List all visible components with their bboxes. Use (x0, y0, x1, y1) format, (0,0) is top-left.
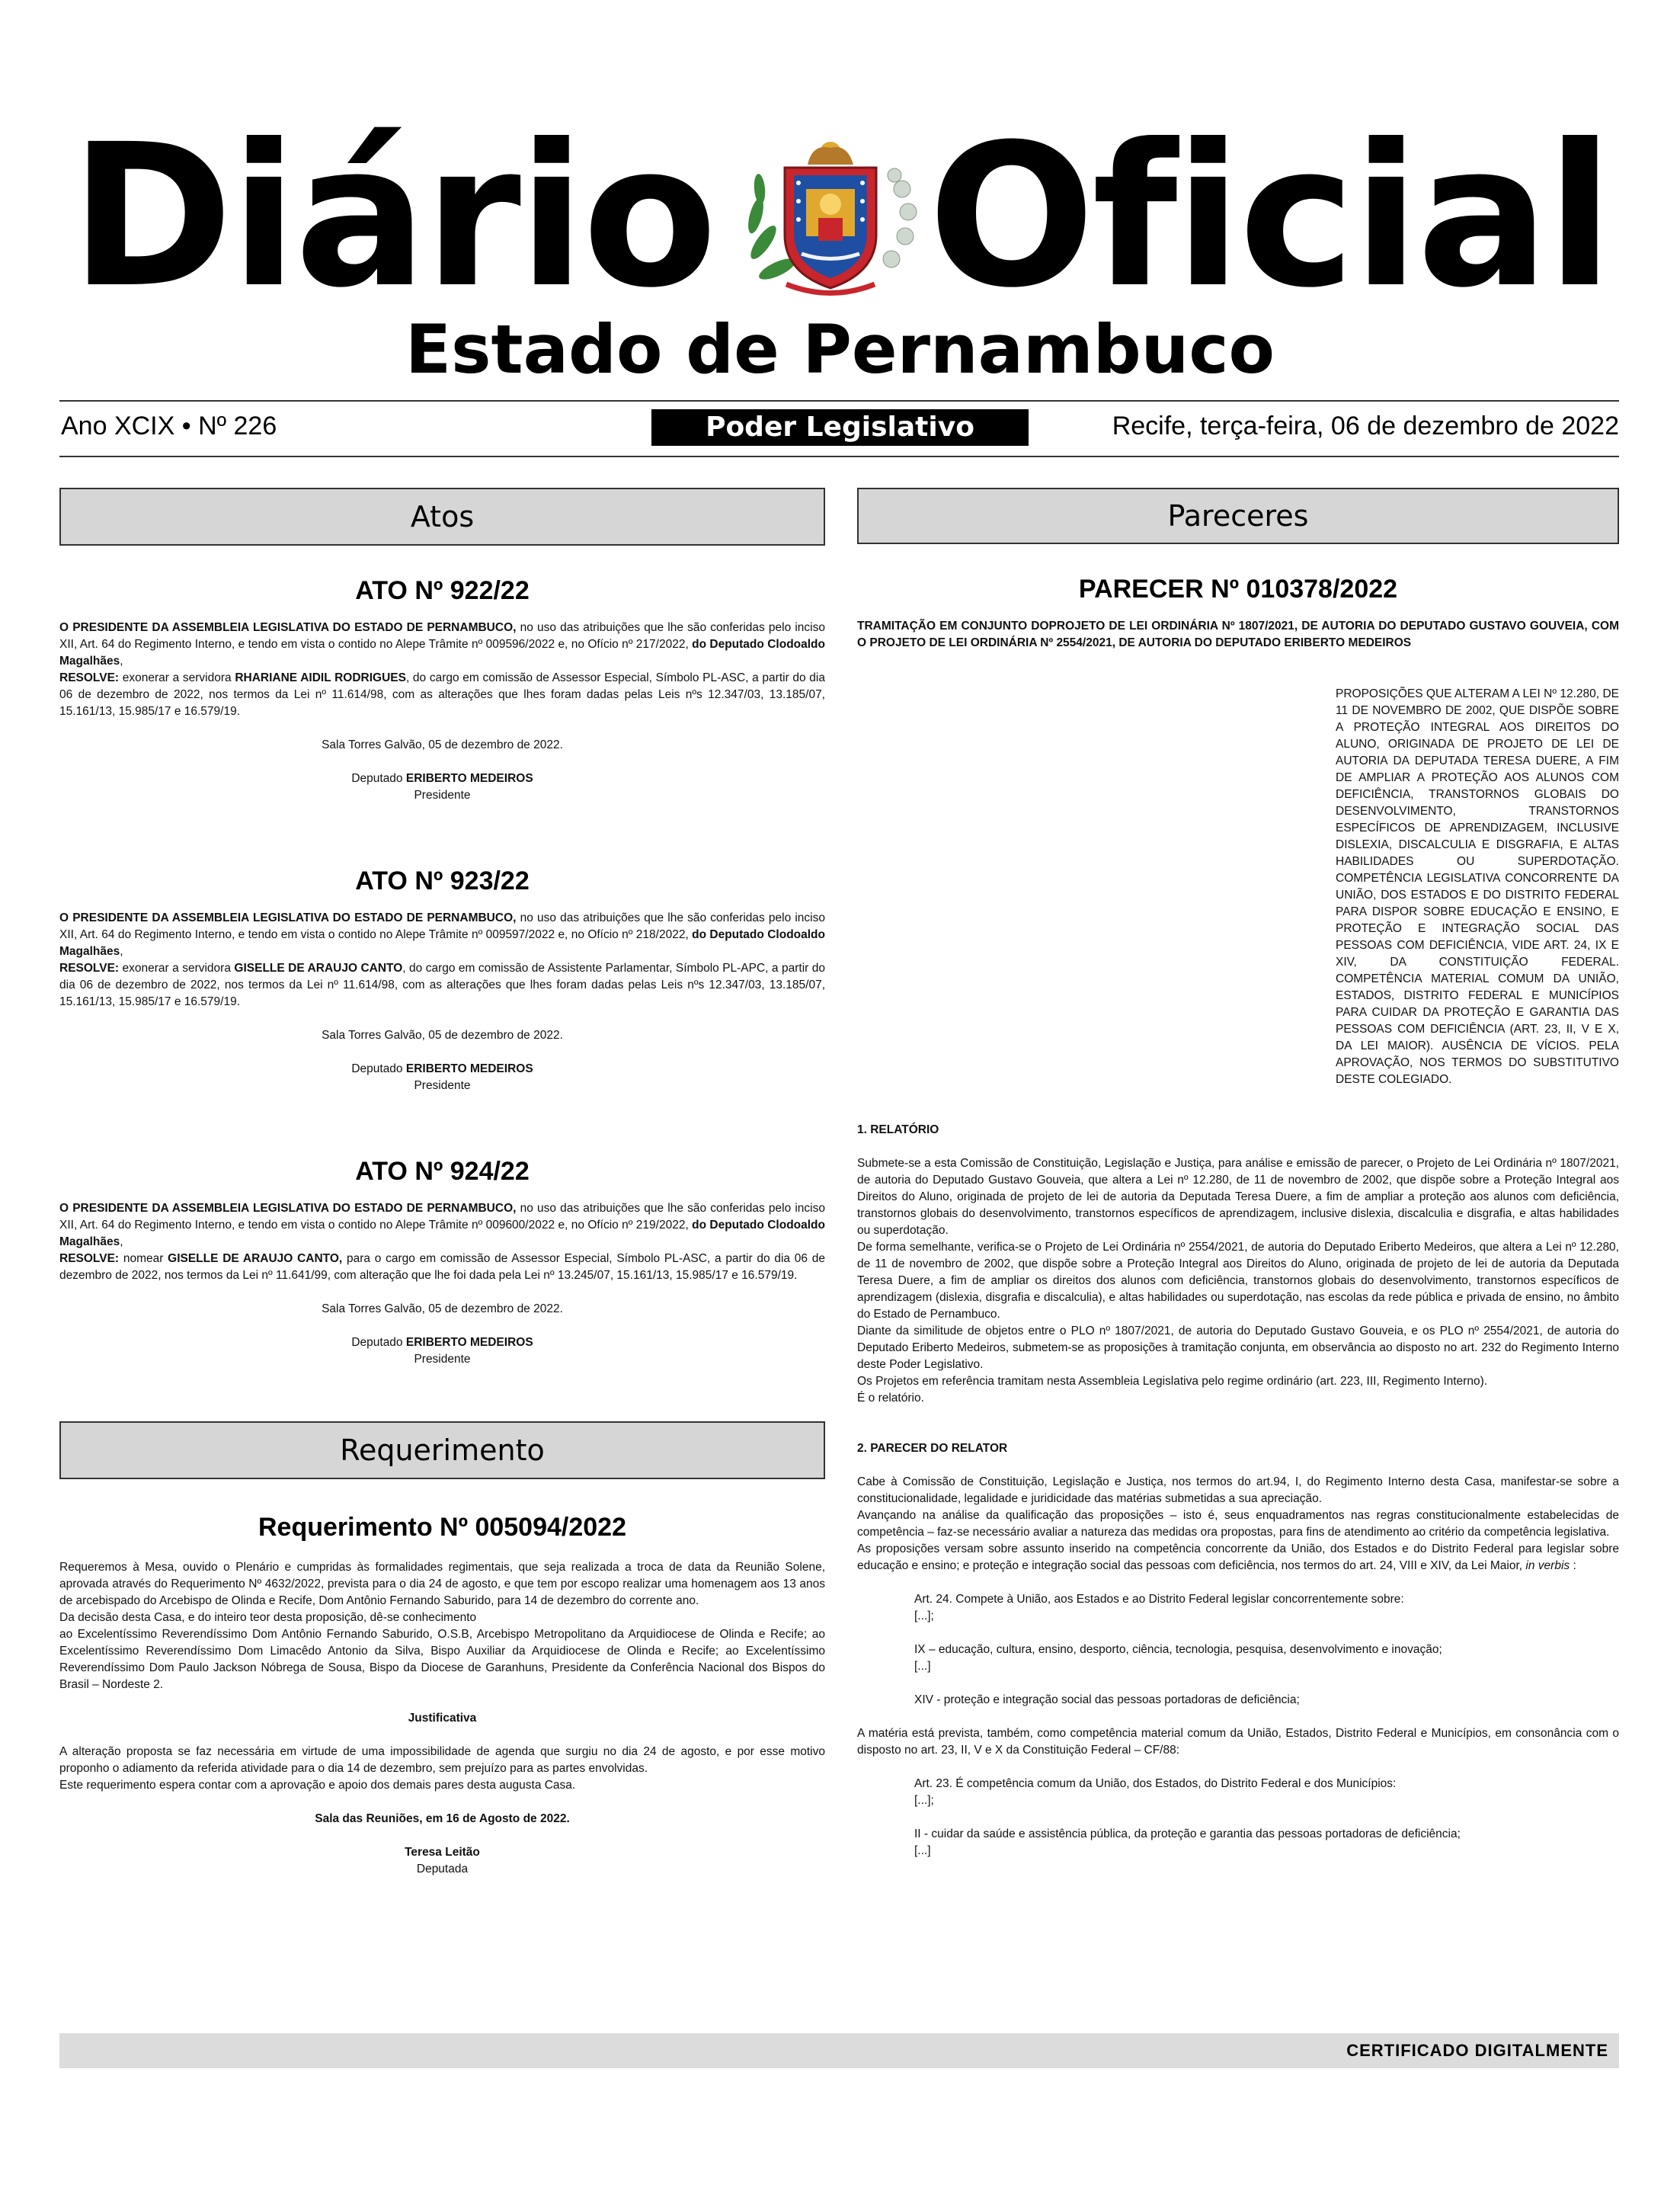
masthead-subtitle: Estado de Pernambuco (405, 310, 1275, 389)
citation-ellipsis: [...]; (914, 1610, 934, 1622)
requerimento-paragraph: ao Excelentíssimo Reverendíssimo Dom Antônio Fernando Saburido, O.S.B, Arcebispo Metropolitano da Arquidiocese de Olinda e Recife; ao Excelentíssimo Reverendíssimo Dom Limacêdo Antonio da Silva, Bispo Auxiliar da Arquidiocese de Olinda e Recife; ao Excelentíssimo Reverendíssimo Dom Paulo Jackson Nóbrega de Sousa, Bispo da Diocese de Garanhuns, Presidente da Conferência Nacional dos Bispos do Brasil – Nordeste 2. (59, 1628, 825, 1691)
citation-inciso-xiv: XIV - proteção e integração social das pessoas portadoras de deficiência; (914, 1693, 1300, 1706)
parecer-paragraph: Cabe à Comissão de Constituição, Legislação e Justiça, nos termos do art.94, I, do Regimento Interno desta Casa, manifestar-se sobre a constitucionalidade, legalidade e juridicidade das matérias submetidas a sua apreciação. (857, 1475, 1619, 1505)
masthead-title-oficial: Oficial (928, 102, 1611, 331)
relatorio-paragraph: Diante da similitude de objetos entre o PLO nº 1807/2021, de autoria do Deputado Gustavo Gouveia, e os PLO nº 2554/2021, de autoria do Deputado Eriberto Medeiros, submetem-se as proposições à tramitação conjunta, em observância ao disposto no art. 232 do Regimento Interno deste Poder Legislativo. (857, 1325, 1619, 1371)
ato-intro: O PRESIDENTE DA ASSEMBLEIA LEGISLATIVA DO ESTADO DE PERNAMBUCO, no uso das atribuições que lhe são conferidas pelo inciso XII, Art. 64 do Regimento Interno, e tendo em vista o contido no Alepe Trâmite nº 009597/2022 e, no Ofício nº 218/2022, do Deputado Clodoaldo Magalhães, (59, 911, 825, 958)
ato-signatory-role: Presidente (414, 1079, 471, 1092)
requerimento-paragraph: Da decisão desta Casa, e do inteiro teor desta proposição, dê-se conhecimento (59, 1611, 477, 1624)
relatorio-paragraph: Submete-se a esta Comissão de Constituição, Legislação e Justiça, para análise e emissão de parecer, o Projeto de Lei Ordinária nº 1807/2021, de autoria do Deputado Gustavo Gouveia, que altera a Lei nº 12.280, de 11 de novembro de 2002, que dispõe sobre a Proteção Integral aos Direitos do Aluno, originada de projeto de lei de autoria da Deputada Teresa Duere, a fim de ampliar a proteção aos alunos com deficiência, transtornos globais do desenvolvimento, transtornos específicos de aprendizagem, inclusive dislexia, discalculia e disgrafia, e altas habilidades ou superdotação. (857, 1157, 1619, 1237)
justificativa-paragraph: Este requerimento espera contar com a aprovação e apoio dos demais pares desta augusta Casa. (59, 1779, 576, 1792)
parecer-paragraph: As proposições versam sobre assunto inserido na competência concorrente da União, dos Estados e do Distrito Federal para legislar sobre educação e ensino; e proteção e integração social das pessoas com deficiência, nos termos do art. 24, VIII e XIV, da Lei Maior, in verbis : (857, 1542, 1619, 1572)
parecer-tramitacao: TRAMITAÇÃO EM CONJUNTO DOPROJETO DE LEI ORDINÁRIA Nº 1807/2021, DE AUTORIA DO DEPUTADO GUSTAVO GOUVEIA, COM O PROJETO DE LEI ORDINÁRIA Nº 2554/2021, DE AUTORIA DO DEPUTADO ERIBERTO MEDEIROS (857, 620, 1619, 649)
parecer-ementa: PROPOSIÇÕES QUE ALTERAM A LEI Nº 12.280, DE 11 DE NOVEMBRO DE 2002, QUE DISPÕE SOBRE A PROTEÇÃO INTEGRAL AOS DIREITOS DO ALUNO, ORIGINADA DE PROJETO DE LEI DE AUTORIA DA DEPUTADA TERESA DUERE, A FIM DE AMPLIAR A PROTEÇÃO AOS ALUNOS COM DEFICIÊNCIA, TRANSTORNOS GLOBAIS DO DESENVOLVIMENTO, TRANSTORNOS ESPECÍFICOS DE APRENDIZAGEM, INCLUSIVE DISLEXIA, DISCALCULIA E DISGRAFIA, E ALTAS HABILIDADES OU SUPERDOTAÇÃO. COMPETÊNCIA LEGISLATIVA CONCORRENTE DA UNIÃO, DOS ESTADOS E DO DISTRITO FEDERAL PARA DISPOR SOBRE EDUCAÇÃO E ENSINO, E PROTEÇÃO E INTEGRAÇÃO SOCIAL DAS PESSOAS COM DEFICIÊNCIA, VIDE ART. 24, IX E XIV, DA CONSTITUIÇÃO FEDERAL. COMPETÊNCIA MATERIAL COMUM DA UNIÃO, ESTADOS, DISTRITO FEDERAL E MUNICÍPIOS PARA CUIDAR DA PROTEÇÃO E GARANTIA DAS PESSOAS COM DEFICIÊNCIA (ART. 23, II, V E X, DA LEI MAIOR). AUSÊNCIA DE VÍCIOS. PELA APROVAÇÃO, NOS TERMOS DO SUBSTITUTIVO DESTE COLEGIADO. (1336, 687, 1619, 1086)
citation-art-23: Art. 23. É competência comum da União, dos Estados, do Distrito Federal e dos Municípios: (914, 1777, 1397, 1790)
ato-signatory: Deputado ERIBERTO MEDEIROS (351, 1336, 533, 1349)
ato-title: ATO Nº 924/22 (355, 1157, 530, 1186)
section-header-requerimento: Requerimento (59, 1421, 825, 1479)
masthead-title-diario: Diário (70, 102, 715, 331)
ato-place-date: Sala Torres Galvão, 05 de dezembro de 2022. (322, 1302, 563, 1315)
justificativa-paragraph: A alteração proposta se faz necessária em virtude de uma impossibilidade de agenda que surgiu no dia 24 de agosto, e por esse motivo proponho o adiamento da referida atividade para o dia 14 de dezembro, sem prejuízo para as partes envolvidas. (59, 1745, 825, 1775)
branch-badge: Poder Legislativo (651, 409, 1029, 446)
ato-signatory: Deputado ERIBERTO MEDEIROS (351, 772, 533, 785)
requerimento-5094 (59, 1513, 825, 1878)
citation-ellipsis: [...] (914, 1844, 931, 1857)
ato-title: ATO Nº 922/22 (355, 576, 530, 605)
issue-number: Ano XCIX • Nº 226 (61, 412, 277, 440)
citation-inciso-ii: II - cuidar da saúde e assistência pública, da proteção e garantia das pessoas portadoras de deficiência; (914, 1827, 1461, 1840)
requerimento-signatory: Teresa Leitão (405, 1846, 480, 1859)
right-column (857, 488, 1619, 1859)
masthead-rule-top (59, 400, 1619, 402)
ato-place-date: Sala Torres Galvão, 05 de dezembro de 2022. (322, 1029, 563, 1042)
ato-intro: O PRESIDENTE DA ASSEMBLEIA LEGISLATIVA DO ESTADO DE PERNAMBUCO, no uso das atribuições que lhe são conferidas pelo inciso XII, Art. 64 do Regimento Interno, e tendo em vista o contido no Alepe Trâmite nº 009600/2022 e, no Ofício nº 219/2022, do Deputado Clodoaldo Magalhães, (59, 1202, 825, 1248)
ato-922 (59, 576, 825, 804)
pernambuco-coat-of-arms (733, 128, 928, 305)
crest-lion (808, 147, 853, 165)
parecer-paragraph: Avançando na análise da qualificação das proposições – isto é, seus enquadramentos nas regras constitucionalmente estabelecidas de competência – faz-se necessário avaliar a natureza das medidas ora propostas, para fins de atendimento ao critério da competência legislativa. (857, 1509, 1619, 1539)
crest-branch-right (883, 168, 917, 267)
ato-resolve: RESOLVE: exonerar a servidora GISELLE DE ARAUJO CANTO, do cargo em comissão de Assistente Parlamentar, Símbolo PL-APC, a partir do dia 06 de dezembro de 2022, nos termos da Lei nº 11.614/98, com as alterações que lhes foram dadas pelas Leis nºs 12.347/03, 13.185/07, 15.161/13, 15.985/17 e 16.579/19. (59, 962, 825, 1008)
relatorio-paragraph: De forma semelhante, verifica-se o Projeto de Lei Ordinária nº 2554/2021, de autoria do Deputado Eriberto Medeiros, que altera a Lei nº 12.280, de 11 de novembro de 2002, que dispõe sobre a Proteção Integral aos Direitos do Aluno, originada de projeto de lei de autoria da Deputada Teresa Duere, a fim de ampliar os direitos dos alunos com deficiência, transtornos globais do desenvolvimento, transtornos específicos de aprendizagem (dislexia, disgrafia e discalculia), e altas habilidades ou superdotação, nas escolas da rede pública e privada de ensino, no âmbito do Estado de Pernambuco. (857, 1241, 1619, 1321)
requerimento-place-date: Sala das Reuniões, em 16 de Agosto de 2022. (315, 1812, 570, 1825)
ato-signatory-role: Presidente (414, 789, 471, 802)
dateline: Recife, terça-feira, 06 de dezembro de 2022 (1112, 412, 1619, 440)
left-column (59, 488, 825, 1878)
ato-resolve: RESOLVE: nomear GISELLE DE ARAUJO CANTO, para o cargo em comissão de Assessor Especial, Símbolo PL-ASC, a partir do dia 06 de dezembro de 2022, nos termos da Lei nº 11.641/99, com alteração que lhe foi dada pela Lei nº 13.245/07, 15.161/13, 15.985/17 e 16.579/19. (59, 1252, 825, 1282)
section-header-atos: Atos (59, 488, 825, 546)
section-header-pareceres: Pareceres (857, 488, 1619, 544)
relatorio-paragraph: É o relatório. (857, 1392, 924, 1405)
relatorio-title: 1. RELATÓRIO (857, 1123, 939, 1136)
requerimento-title: Requerimento Nº 005094/2022 (258, 1513, 626, 1542)
citation-inciso-ix: IX – educação, cultura, ensino, desporto, ciência, tecnologia, pesquisa, desenvolvimento e inovação; (914, 1643, 1442, 1656)
ato-923 (59, 866, 825, 1094)
ato-signatory-role: Presidente (414, 1353, 471, 1366)
requerimento-signatory-role: Deputada (416, 1863, 469, 1875)
masthead-rule-bottom (59, 456, 1619, 457)
justificativa-title: Justificativa (408, 1712, 477, 1725)
ato-place-date: Sala Torres Galvão, 05 de dezembro de 2022. (322, 738, 563, 751)
ato-924 (59, 1157, 825, 1368)
certified-footer: CERTIFICADO DIGITALMENTE (59, 2033, 1619, 2068)
ato-signatory: Deputado ERIBERTO MEDEIROS (351, 1062, 533, 1075)
requerimento-paragraph: Requeremos à Mesa, ouvido o Plenário e cumpridas às formalidades regimentais, que seja realizada a troca de data da Reunião Solene, aprovada através do Requerimento Nº 4632/2022, prevista para o dia 24 de agosto, e que tem por escopo realizar uma homenagem aos 13 anos de arcebispado do Arcebispo de Olinda e Recife, Dom Antônio Fernando Saburido, para 14 de dezembro do corrente ano. (59, 1561, 825, 1607)
ato-title: ATO Nº 923/22 (355, 866, 530, 895)
citation-art-24: Art. 24. Compete à União, aos Estados e ao Distrito Federal legislar concorrentemente sobre: (914, 1593, 1404, 1606)
parecer-relator-title: 2. PARECER DO RELATOR (857, 1442, 1008, 1455)
parecer-title: PARECER Nº 010378/2022 (1078, 575, 1398, 604)
relatorio-paragraph: Os Projetos em referência tramitam nesta Assembleia Legislativa pelo regime ordinário (art. 223, III, Regimento Interno). (857, 1375, 1488, 1388)
citation-ellipsis: [...] (914, 1660, 931, 1673)
ato-resolve: RESOLVE: exonerar a servidora RHARIANE AIDIL RODRIGUES, do cargo em comissão de Assessor Especial, Símbolo PL-ASC, a partir do dia 06 de dezembro de 2022, nos termos da Lei nº 11.614/98, com as alterações que lhes foram dadas pelas Leis nºs 12.347/03, 13.185/07, 15.161/13, 15.985/17 e 16.579/19. (59, 671, 825, 718)
ato-intro: O PRESIDENTE DA ASSEMBLEIA LEGISLATIVA DO ESTADO DE PERNAMBUCO, no uso das atribuições que lhe são conferidas pelo inciso XII, Art. 64 do Regimento Interno, e tendo em vista o contido no Alepe Trâmite nº 009596/2022 e, no Ofício nº 217/2022, do Deputado Clodoaldo Magalhães, (59, 621, 825, 668)
citation-ellipsis: [...]; (914, 1794, 934, 1807)
parecer-paragraph: A matéria está prevista, também, como competência material comum da União, Estados, Distrito Federal e Municípios, em consonância com o disposto no art. 23, II, V e X da Constituição Federal – CF/88: (857, 1727, 1619, 1757)
